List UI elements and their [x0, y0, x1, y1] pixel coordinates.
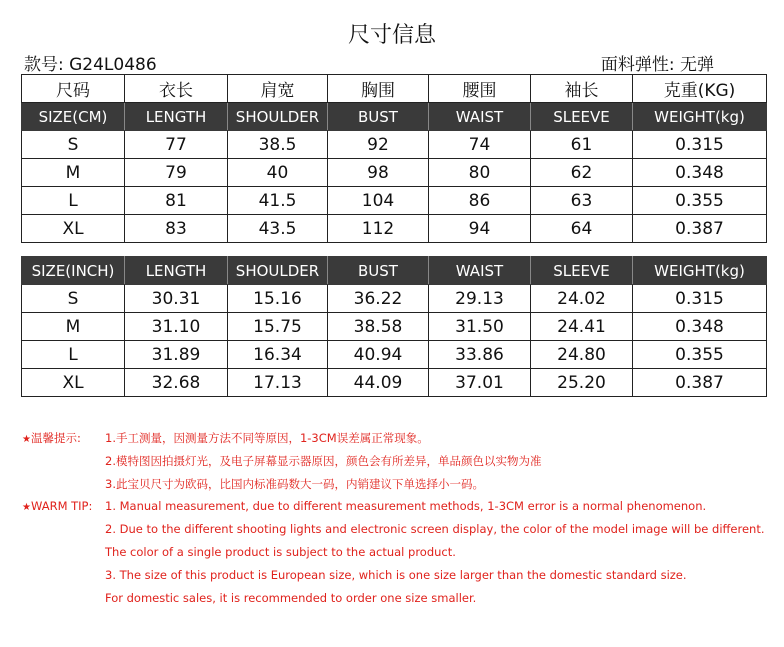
- table-cell: 0.315: [633, 285, 767, 313]
- note-line: [22, 499, 772, 522]
- size-table-inch: [21, 256, 767, 397]
- table-cell: M: [22, 159, 125, 187]
- table-cell: 94: [429, 215, 531, 243]
- table-cell: 104: [328, 187, 429, 215]
- style-number: 款号: G24L0486: [24, 55, 157, 75]
- note-line: [22, 591, 772, 614]
- table-cell: 25.20: [531, 369, 633, 397]
- note-text: 3. The size of this product is European size, which is one size larger than the domestic standard size.: [105, 568, 687, 582]
- table-cell: 74: [429, 131, 531, 159]
- table-row: [22, 215, 767, 243]
- table-cell: 41.5: [228, 187, 328, 215]
- note-line: [22, 476, 772, 499]
- note-text: 1. Manual measurement, due to different measurement methods, 1-3CM error is a normal phenomenon.: [105, 499, 707, 513]
- table-cell: 63: [531, 187, 633, 215]
- table-row: [22, 187, 767, 215]
- table-cell: 31.10: [125, 313, 228, 341]
- table-cell: S: [22, 131, 125, 159]
- table-cell: 77: [125, 131, 228, 159]
- en-header-row: [22, 257, 767, 285]
- table-cell: 79: [125, 159, 228, 187]
- table-cell: XL: [22, 369, 125, 397]
- table-cell: 0.348: [633, 159, 767, 187]
- table-cell: 31.89: [125, 341, 228, 369]
- table-cell: 15.16: [228, 285, 328, 313]
- table-cell: 0.355: [633, 187, 767, 215]
- table-cell: 32.68: [125, 369, 228, 397]
- tip-label-en: ★WARM TIP:: [22, 499, 93, 513]
- note-line: [22, 522, 772, 545]
- table-cell: 98: [328, 159, 429, 187]
- header-cell: LENGTH: [125, 257, 228, 285]
- table-cell: 37.01: [429, 369, 531, 397]
- table-cell: XL: [22, 215, 125, 243]
- table-cell: 64: [531, 215, 633, 243]
- header-cell: WEIGHT(kg): [633, 257, 767, 285]
- table-cell: L: [22, 341, 125, 369]
- table-cell: 33.86: [429, 341, 531, 369]
- note-text: 2.模特图因拍摄灯光，及电子屏幕显示器原因，颜色会有所差异，单品颜色以实物为准: [105, 454, 542, 468]
- table-cell: 38.58: [328, 313, 429, 341]
- header-cell: 腰围: [429, 75, 531, 103]
- header-cell: 肩宽: [228, 75, 328, 103]
- table-row: [22, 285, 767, 313]
- table-cell: 36.22: [328, 285, 429, 313]
- note-line: [22, 430, 772, 453]
- note-text: 3.此宝贝尺寸为欧码，比国内标准码数大一码，内销建议下单选择小一码。: [105, 477, 484, 491]
- header-cell: 尺码: [22, 75, 125, 103]
- header-cell: 胸围: [328, 75, 429, 103]
- header-cell: 衣长: [125, 75, 228, 103]
- table-cell: 15.75: [228, 313, 328, 341]
- header-cell: 袖长: [531, 75, 633, 103]
- header-cell: SLEEVE: [531, 103, 633, 131]
- table-cell: 0.348: [633, 313, 767, 341]
- header-cell: WAIST: [429, 257, 531, 285]
- en-header-row: [22, 103, 767, 131]
- header-cell: WEIGHT(kg): [633, 103, 767, 131]
- table-cell: 24.80: [531, 341, 633, 369]
- table-cell: 92: [328, 131, 429, 159]
- note-line: [22, 568, 772, 591]
- header-cell: BUST: [328, 103, 429, 131]
- note-text: 2. Due to the different shooting lights and electronic screen display, the color of the model image will be different.: [105, 522, 765, 536]
- table-row: [22, 313, 767, 341]
- header-cell: SHOULDER: [228, 257, 328, 285]
- warm-tips: [22, 430, 772, 614]
- page-title: 尺寸信息: [347, 23, 436, 48]
- table-cell: 24.41: [531, 313, 633, 341]
- header-cell: SIZE(CM): [22, 103, 125, 131]
- table-cell: 29.13: [429, 285, 531, 313]
- table-cell: 62: [531, 159, 633, 187]
- table-cell: 30.31: [125, 285, 228, 313]
- note-line: [22, 453, 772, 476]
- header-cell: BUST: [328, 257, 429, 285]
- table-cell: 17.13: [228, 369, 328, 397]
- table-cell: 0.315: [633, 131, 767, 159]
- note-line: [22, 545, 772, 568]
- table-cell: 0.387: [633, 369, 767, 397]
- table-cell: 86: [429, 187, 531, 215]
- fabric-elasticity: 面料弹性: 无弹: [600, 55, 714, 75]
- table-row: [22, 159, 767, 187]
- header-cell: WAIST: [429, 103, 531, 131]
- star-icon: ★: [22, 434, 31, 445]
- table-cell: 81: [125, 187, 228, 215]
- table-row: [22, 369, 767, 397]
- table-cell: 83: [125, 215, 228, 243]
- table-cell: 0.355: [633, 341, 767, 369]
- tip-label-cn: ★温馨提示:: [22, 431, 81, 445]
- table-cell: L: [22, 187, 125, 215]
- note-text: For domestic sales, it is recommended to order one size smaller.: [105, 591, 477, 605]
- note-text: 1.手工测量，因测量方法不同等原因，1-3CM误差属正常现象。: [105, 431, 429, 445]
- table-cell: 40.94: [328, 341, 429, 369]
- table-cell: 112: [328, 215, 429, 243]
- table-cell: S: [22, 285, 125, 313]
- star-icon: ★: [22, 502, 31, 513]
- table-cell: 0.387: [633, 215, 767, 243]
- table-cell: 38.5: [228, 131, 328, 159]
- note-text: The color of a single product is subject to the actual product.: [105, 545, 456, 559]
- size-table-cm: [21, 74, 767, 243]
- table-cell: 40: [228, 159, 328, 187]
- header-cell: 克重(KG): [633, 75, 767, 103]
- table-row: [22, 341, 767, 369]
- table-cell: 80: [429, 159, 531, 187]
- table-cell: 61: [531, 131, 633, 159]
- table-row: [22, 131, 767, 159]
- table-cell: 44.09: [328, 369, 429, 397]
- table-cell: M: [22, 313, 125, 341]
- table-cell: 43.5: [228, 215, 328, 243]
- table-cell: 16.34: [228, 341, 328, 369]
- header-cell: LENGTH: [125, 103, 228, 131]
- header-cell: SLEEVE: [531, 257, 633, 285]
- table-cell: 24.02: [531, 285, 633, 313]
- header-cell: SIZE(INCH): [22, 257, 125, 285]
- cn-header-row: [22, 75, 767, 103]
- table-cell: 31.50: [429, 313, 531, 341]
- header-cell: SHOULDER: [228, 103, 328, 131]
